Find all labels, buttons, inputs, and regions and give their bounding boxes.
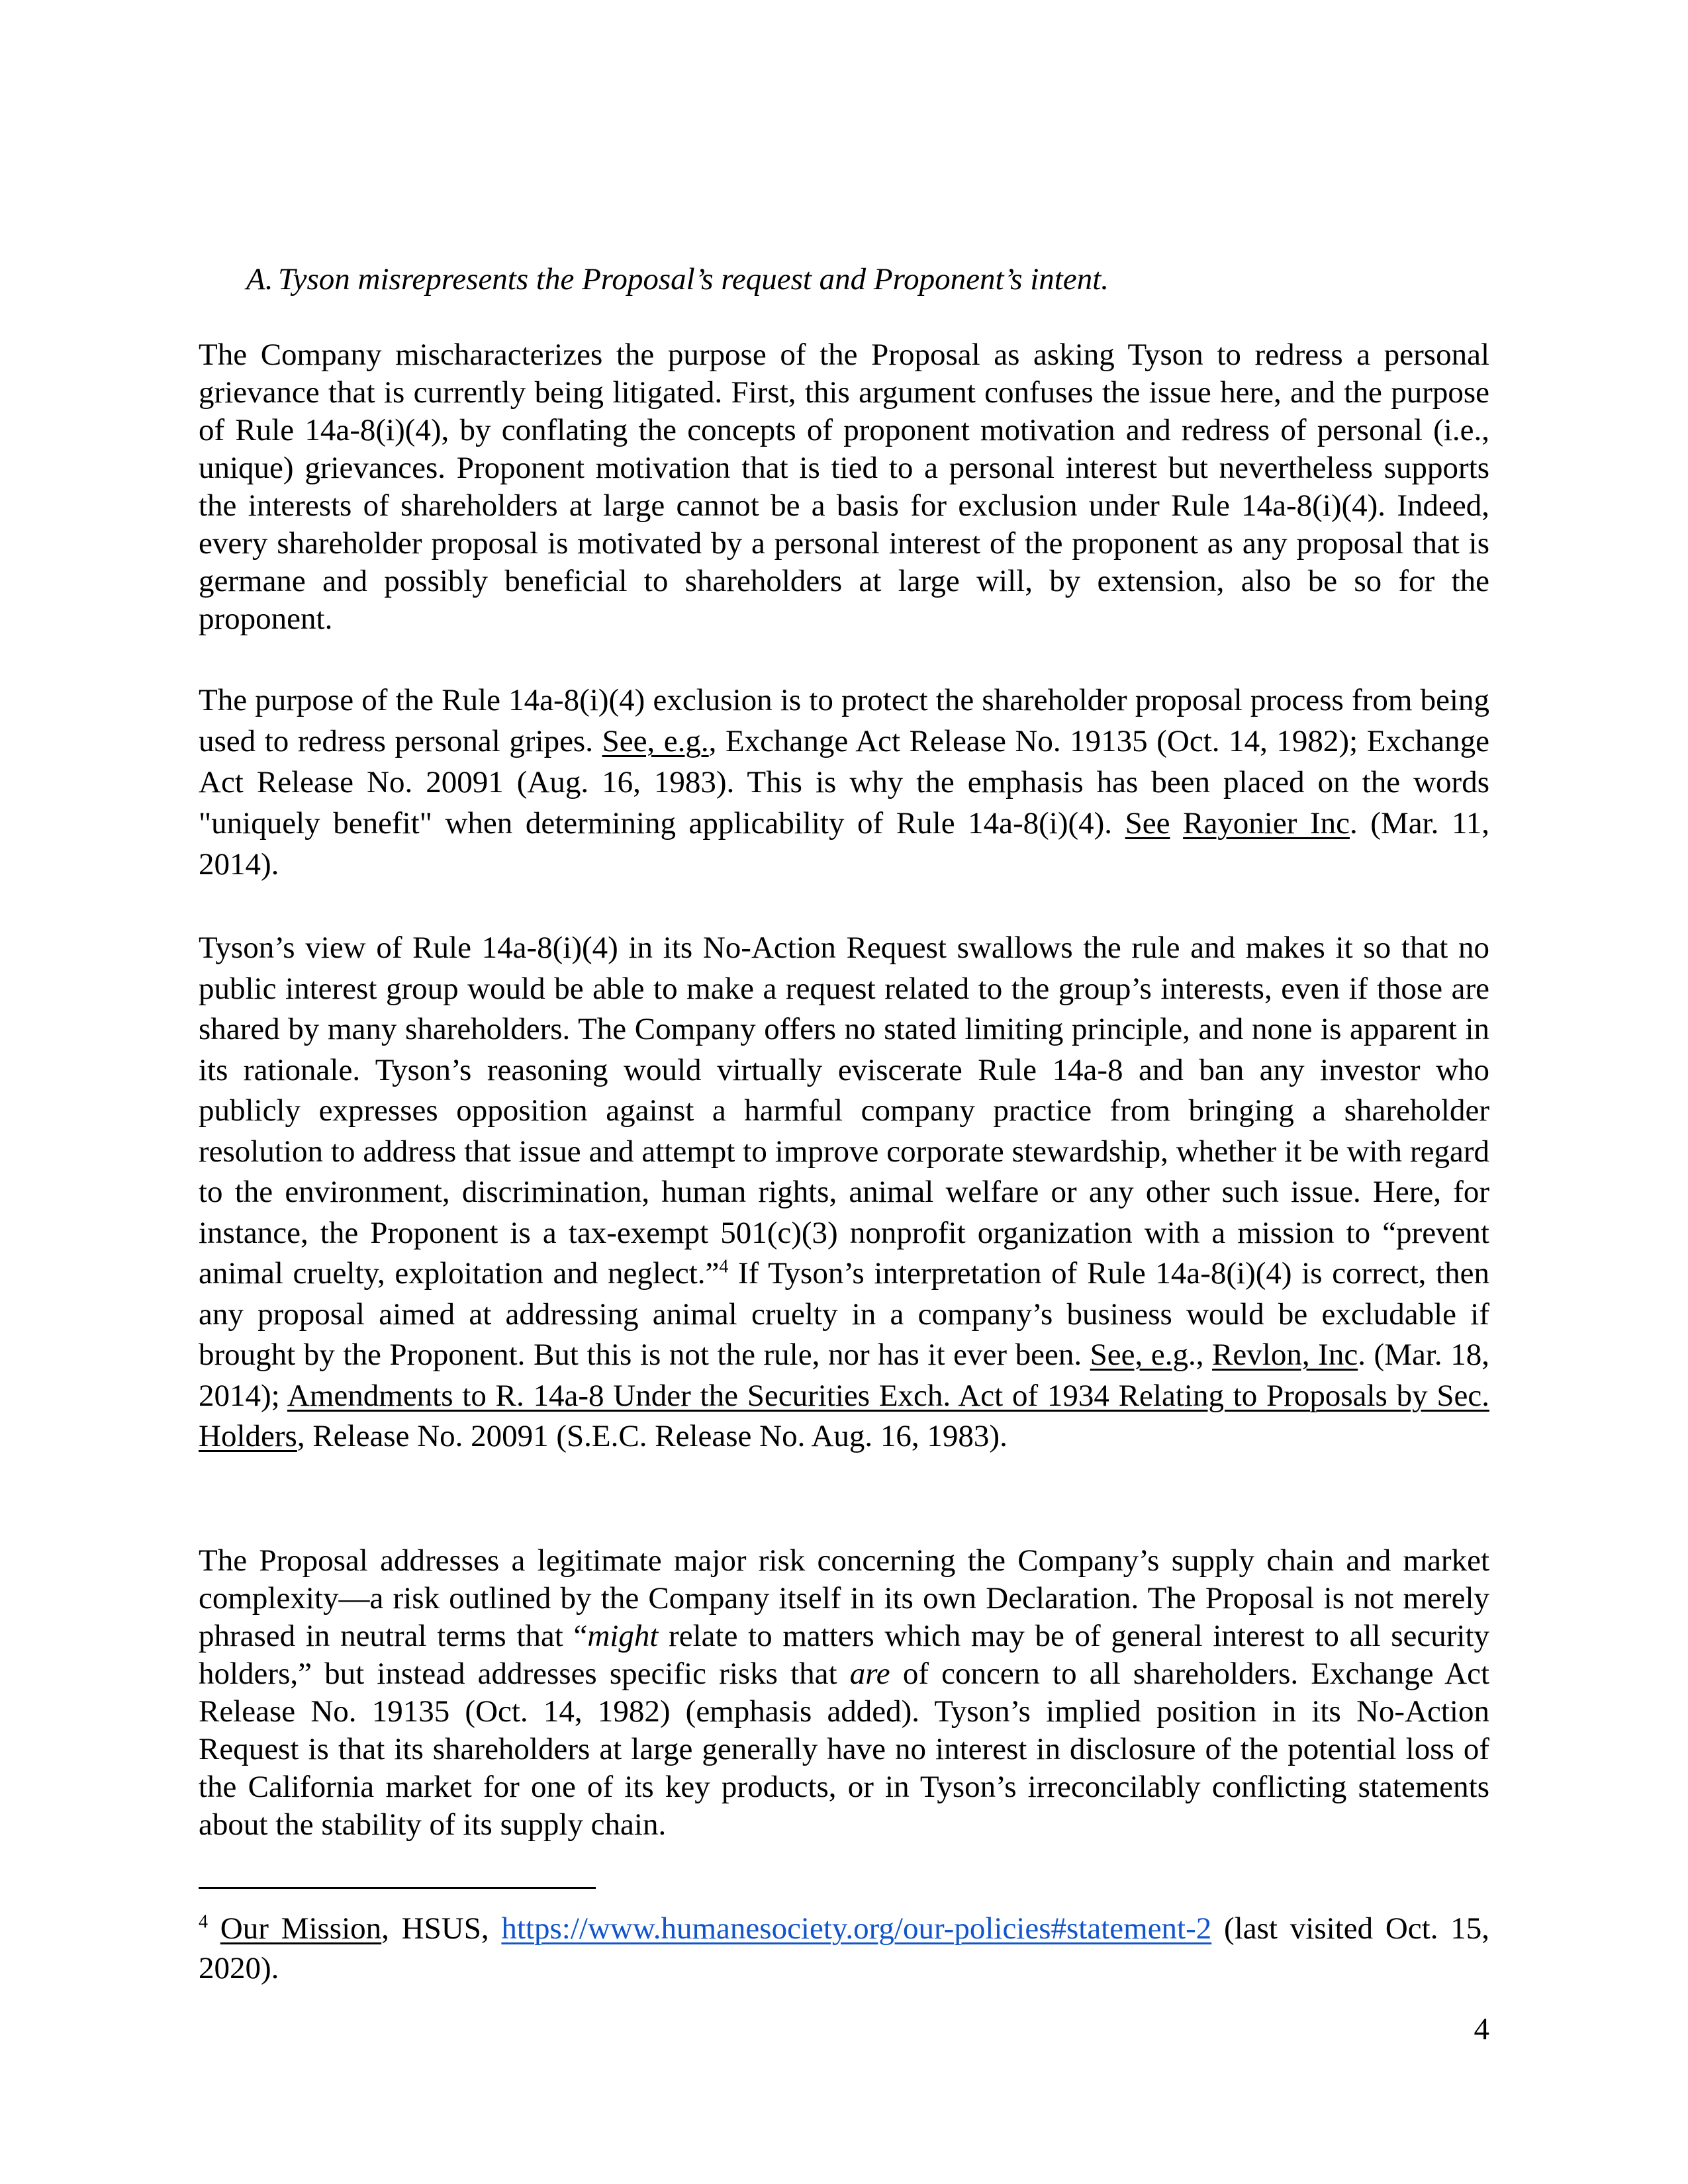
paragraph-3: [199, 928, 1489, 1457]
paragraph-2-space: [1170, 806, 1184, 841]
footnote-reference[interactable]: 4: [719, 1256, 729, 1277]
paragraph-4-text-3: of concern to all shareholders. Exchange Act Release No. 19135 (Oct. 14, 1982) (emphasis added). Tyson’s implied position in its No-Action Request is that its shareholders at large generally have no interest in disclosure of the potential loss of the California market for one of its key products, or in Tyson’s irreconcilably conflicting statements about the stability of its supply chain.: [199, 1657, 1489, 1842]
paragraph-2-text-2: , Exchange Act Release No. 19135 (Oct. 14, 1982); Exchange Act Release No. 20091 (Aug. 16, 1983). This is why the emphasis has been placed on the words "uniquely benefit" when determining applicability of Rule 14a-8(i)(4).: [199, 724, 1490, 841]
footnote-text-1: , HSUS,: [381, 1911, 502, 1946]
paragraph-2-text-4: . (Mar. 11, 2014).: [199, 806, 1489, 882]
section-heading: [246, 259, 1109, 299]
footnote-mark: 4: [199, 1911, 208, 1933]
page-number: 4: [1474, 2012, 1489, 2046]
emphasis-might: might: [587, 1619, 659, 1653]
paragraph-3-text-3: .,: [1188, 1338, 1213, 1372]
footnote-text-2: (last visited Oct. 15, 2020).: [199, 1911, 1490, 1985]
paragraph-2: [199, 680, 1489, 885]
paragraph-4-text-1: The Proposal addresses a legitimate major risk concerning the Company’s supply chain and market complexity—a risk outlined by the Company itself in its own Declaration. The Proposal is not merely phrased in neutral terms that “: [199, 1543, 1489, 1653]
footnote-link[interactable]: https://www.humanesociety.org/our-policies#statement-2: [501, 1911, 1212, 1946]
section-letter: A.: [246, 262, 273, 296]
citation-see: See: [1125, 806, 1170, 841]
paragraph-4-text-2: relate to matters which may be of general interest to all security holders,” but instead addresses specific risks that: [199, 1619, 1490, 1691]
citation-see-eg: See, e.g: [1090, 1338, 1188, 1372]
paragraph-1-text: The Company mischaracterizes the purpose of the Proposal as asking Tyson to redress a personal grievance that is currently being litigated. First, this argument confuses the issue here, and the purpose of Rule 14a-8(i)(4), by conflating the concepts of proponent motivation and redress of personal (i.e., unique) grievances. Proponent motivation that is tied to a personal interest but nevertheless supports the interests of shareholders at large cannot be a basis for exclusion under Rule 14a-8(i)(4). Indeed, every shareholder proposal is motivated by a personal interest of the proponent as any proposal that is germane and possibly beneficial to shareholders at large will, by extension, also be so for the proponent.: [199, 338, 1489, 636]
emphasis-are: are: [849, 1657, 890, 1691]
paragraph-2-text-1: The purpose of the Rule 14a-8(i)(4) exclusion is to protect the shareholder proposal process from being used to redress personal gripes.: [199, 683, 1489, 758]
citation-amendments: Amendments to R. 14a-8 Under the Securities Exch. Act of 1934 Relating to Proposals by Sec. Holders: [199, 1378, 1490, 1453]
paragraph-3-text-4: . (Mar. 18, 2014);: [199, 1338, 1489, 1413]
paragraph-3-text-5: , Release No. 20091 (S.E.C. Release No. Aug. 16, 1983).: [297, 1419, 1008, 1453]
paragraph-3-text-2: If Tyson’s interpretation of Rule 14a-8(i)(4) is correct, then any proposal aimed at addressing animal cruelty in a company’s business would be excludable if brought by the Proponent. But this is not the rule, nor has it ever been.: [199, 1256, 1489, 1372]
paragraph-1: [199, 336, 1489, 638]
footnote-title: Our Mission: [220, 1911, 382, 1946]
paragraph-4: [199, 1542, 1489, 1844]
citation-revlon: Revlon, Inc: [1212, 1338, 1358, 1372]
section-heading-text: Tyson misrepresents the Proposal’s request and Proponent’s intent.: [278, 262, 1109, 296]
footnote-divider: [199, 1887, 596, 1889]
paragraph-3-text-1: Tyson’s view of Rule 14a-8(i)(4) in its No-Action Request swallows the rule and makes it so that no public interest group would be able to make a request related to the group’s interests, even if those are shared by many shareholders. The Company offers no stated limiting principle, and none is apparent in its rationale. Tyson’s reasoning would virtually eviscerate Rule 14a-8 and ban any investor who publicly expresses opposition against a harmful company practice from bringing a shareholder resolution to address that issue and attempt to improve corporate stewardship, whether it be with regard to the environment, discrimination, human rights, animal welfare or any other such issue. Here, for instance, the Proponent is a tax-exempt 501(c)(3) nonprofit organization with a mission to “prevent animal cruelty, exploitation and neglect.”: [199, 931, 1489, 1291]
citation-rayonier: Rayonier Inc: [1183, 806, 1350, 841]
citation-see-eg: See, e.g.: [602, 724, 709, 758]
footnote: [199, 1909, 1489, 1988]
